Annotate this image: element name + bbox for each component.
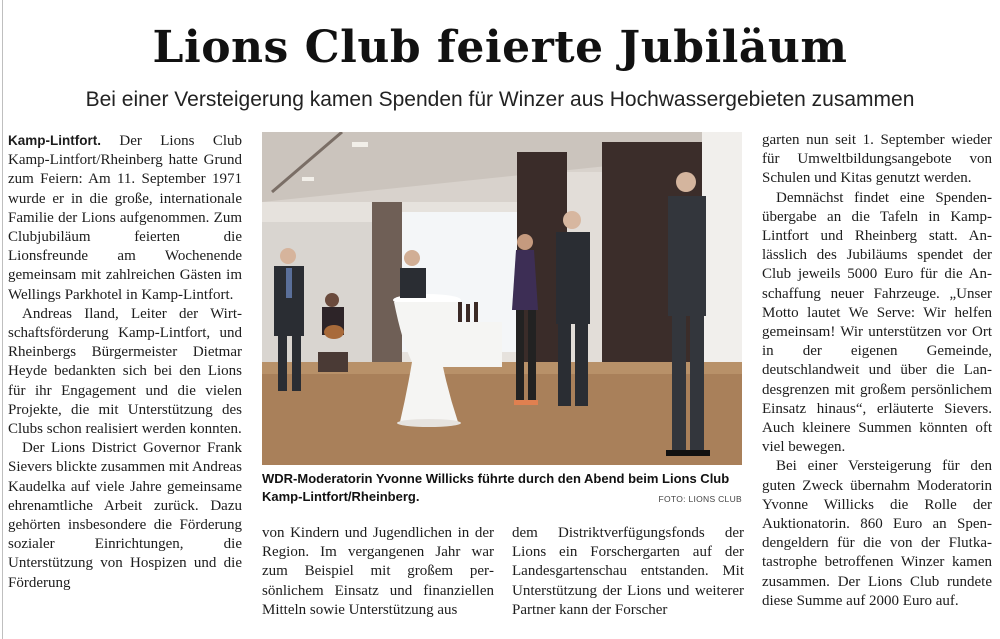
paragraph: garten nun seit 1. September wieder für Umweltbildungsangebote von Schulen und Kitas genutzt werden.	[762, 132, 992, 187]
text-column-4	[762, 131, 992, 611]
paragraph	[8, 131, 242, 305]
photo-caption: WDR-Moderatorin Yvonne Willicks führte durch den Abend beim Lions Club Kamp-Lintfort/Rheinberg.	[262, 471, 730, 504]
text-column-3	[512, 524, 744, 620]
headline: Lions Club feierte Jubiläum	[152, 22, 848, 73]
paragraph: dem Distriktverfügungsfonds der Lions ein Forschergarten auf der Landesgartenschau entstanden. Mit Unterstützung der Lions und weiterer Partner kann der Forscher	[512, 525, 744, 618]
photo-credit: FOTO: LIONS CLUB	[658, 494, 742, 504]
paragraph: Bei einer Versteigerung für den guten Zweck übernahm Moderatorin Yvonne Willicks die Rolle der Auktionatorin. 860 Euro an Spendengeldern für die von der Flutkatastrophe betroffenen Winzer kamen zusammen. Der Lions Club rundete diese Summe auf 2000 Euro auf.	[762, 458, 992, 609]
paragraph: Der Lions District Governor Frank Sievers blickte zusammen mit Andreas Kaudelka auf viele Jahre gemeinsame ehrenamtliche Arbeit zurück. Dazu gehörten insbesondere die Förderung sozialer Einrichtungen, die Unterstützung von Hospizen und die Förderung	[8, 440, 242, 591]
dateline: Kamp-Lintfort.	[8, 133, 101, 148]
text-column-2	[262, 524, 494, 620]
event-photo	[262, 132, 742, 465]
photo-illustration	[262, 132, 742, 465]
subheadline: Bei einer Versteigerung kamen Spenden für Winzer aus Hochwassergebieten zusammen	[85, 88, 915, 111]
text-column-1	[8, 131, 242, 593]
paragraph: Andreas Iland, Leiter der Wirtschaftsförderung Kamp-Lintfort, und Rheinbergs Bürgermeister Dietmar Heyde bedankten sich bei den Lions für ihr Engagement und die vielen Projekte, die mit Unterstützung des Clubs schon realisiert werden konnten.	[8, 305, 242, 438]
paragraph: Demnächst findet eine Spendenübergabe an die Tafeln in Kamp-Lintfort und Rheinberg statt. Anlässlich des Jubiläums spendet der Club jeweils 5000 Euro für die Anschaffung neuer Fahrzeuge. „Unser Motto lautet We Serve: Wir helfen gemeinsam! Wir unterstützen vor Ort in der eigenen Gemeinde, deutschlandweit und über die Landesgrenzen mit großem persönlichem Einsatz hinaus“, erläuterte Sievers. Auch kleinere Summen könnten oft viel bewegen.	[762, 189, 992, 456]
paragraph: von Kindern und Jugendlichen in der Region. Im vergangenen Jahr war zum Beispiel mit großem persönlichem Einsatz und finanziellen Mitteln sowie Unterstützung aus	[262, 525, 494, 618]
paragraph-text: Der Lions Club Kamp-Lintfort/Rheinberg hatte Grund zum Feiern: Am 11. September 1971 wurde er in die große, internationale Familie der Lions aufgenommen. Zum Clubjubiläum feierten die Lionsfreunde am Wochenende gemeinsam mit zahlreichen Gästen im Wellings Parkhotel in Kamp-Lintfort.	[8, 133, 243, 303]
